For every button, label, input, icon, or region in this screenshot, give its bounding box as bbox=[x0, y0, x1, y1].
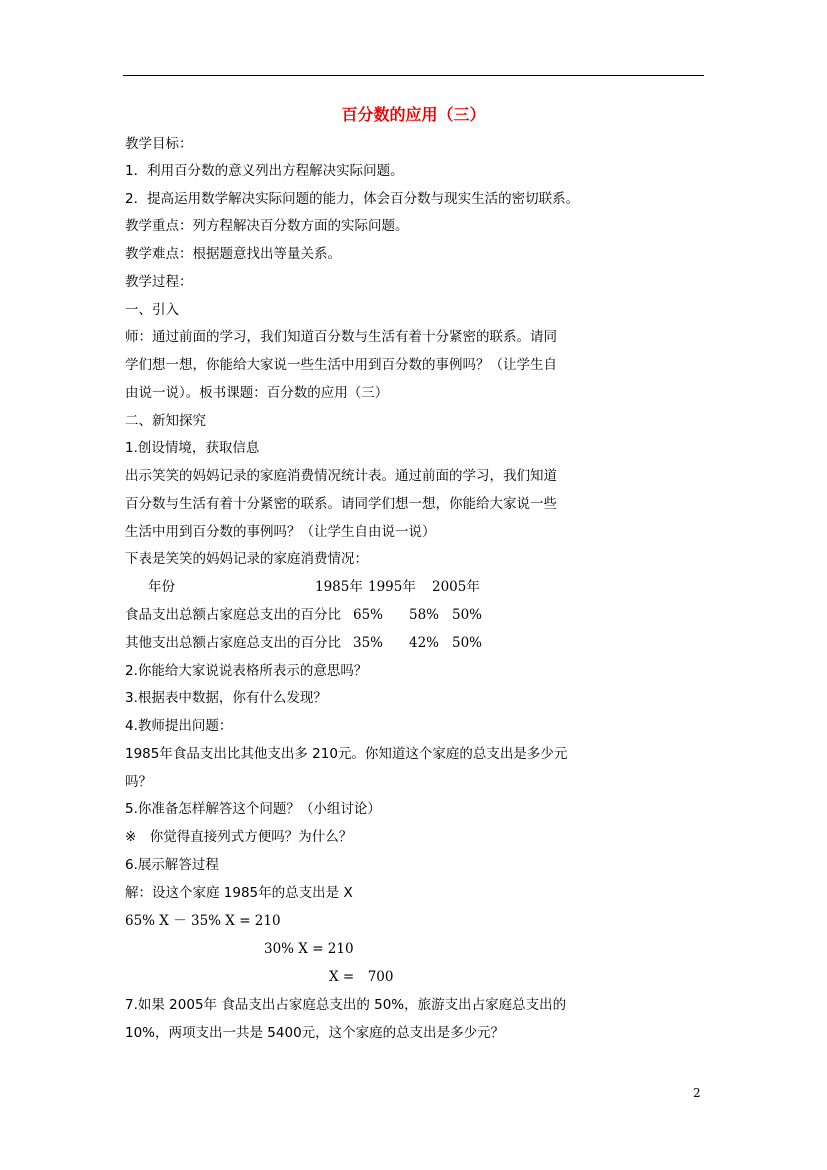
text-line: 教学难点：根据题意找出等量关系。 bbox=[125, 246, 341, 262]
text-line: 师：通过前面的学习，我们知道百分数与生活有着十分紧密的联系。请同 bbox=[125, 329, 557, 345]
text-line: 4.教师提出问题： bbox=[125, 718, 233, 734]
text-line: 教学过程： bbox=[125, 274, 193, 290]
text-line: 5.你准备怎样解答这个问题？（小组讨论） bbox=[125, 801, 381, 817]
table-year: 2005年 bbox=[432, 579, 480, 595]
page-title: 百分数的应用（三） bbox=[341, 105, 486, 124]
page-number: 2 bbox=[693, 1086, 701, 1100]
text-line: 二、新知探究 bbox=[125, 413, 206, 429]
text-line: 2.你能给大家说说表格所表示的意思吗？ bbox=[125, 663, 368, 679]
table-year: 1995年 bbox=[368, 579, 416, 595]
text-line: 教学目标： bbox=[125, 136, 193, 152]
text-line: 1985年食品支出比其他支出多 210元。你知道这个家庭的总支出是多少元 bbox=[125, 746, 568, 762]
table-cell: 50% bbox=[452, 635, 483, 651]
text-line: 1.创设情境，获取信息 bbox=[125, 440, 260, 456]
text-line: 解：设这个家庭 1985年的总支出是 X bbox=[125, 885, 353, 901]
text-line: 2．提高运用数学解决实际问题的能力，体会百分数与现实生活的密切联系。 bbox=[125, 191, 580, 207]
text-line: 百分数与生活有着十分紧密的联系。请同学们想一想，你能给大家说一些 bbox=[125, 496, 557, 512]
table-cell: 65% bbox=[353, 607, 384, 623]
text-line: ※ 你觉得直接列式方便吗？为什么？ bbox=[125, 829, 353, 845]
table-cell: 50% bbox=[452, 607, 483, 623]
text-line: 由说一说）。板书课题：百分数的应用（三） bbox=[125, 385, 389, 401]
header-rule bbox=[123, 75, 704, 76]
text-line: 出示笑笑的妈妈记录的家庭消费情况统计表。通过前面的学习，我们知道 bbox=[125, 468, 557, 484]
text-line: 3.根据表中数据，你有什么发现？ bbox=[125, 690, 327, 706]
table-header-label: 年份 bbox=[148, 579, 175, 595]
text-line: 6.展示解答过程 bbox=[125, 857, 219, 873]
equation-line: 65% X － 35% X = 210 bbox=[125, 913, 281, 929]
table-row-label: 其他支出总额占家庭总支出的百分比 bbox=[125, 635, 341, 651]
table-cell: 35% bbox=[353, 635, 384, 651]
text-line: 生活中用到百分数的事例吗？（让学生自由说一说） bbox=[125, 524, 436, 540]
text-line: 下表是笑笑的妈妈记录的家庭消费情况： bbox=[125, 551, 368, 567]
equation-line: X = 700 bbox=[329, 969, 394, 985]
table-year: 1985年 bbox=[315, 579, 363, 595]
text-line: 吗？ bbox=[125, 774, 152, 790]
table-cell: 58% bbox=[409, 607, 440, 623]
table-row-label: 食品支出总额占家庭总支出的百分比 bbox=[125, 607, 341, 623]
text-line: 教学重点：列方程解决百分数方面的实际问题。 bbox=[125, 218, 409, 234]
text-line: 7.如果 2005年 食品支出占家庭总支出的 50%，旅游支出占家庭总支出的 bbox=[125, 997, 567, 1013]
text-line: 1．利用百分数的意义列出方程解决实际问题。 bbox=[125, 163, 404, 179]
text-line: 学们想一想，你能给大家说一些生活中用到百分数的事例吗？（让学生自 bbox=[125, 357, 557, 373]
table-cell: 42% bbox=[409, 635, 440, 651]
text-line: 一、引入 bbox=[125, 302, 179, 318]
text-line: 10%，两项支出一共是 5400元，这个家庭的总支出是多少元？ bbox=[125, 1025, 505, 1041]
equation-line: 30% X = 210 bbox=[264, 941, 354, 957]
